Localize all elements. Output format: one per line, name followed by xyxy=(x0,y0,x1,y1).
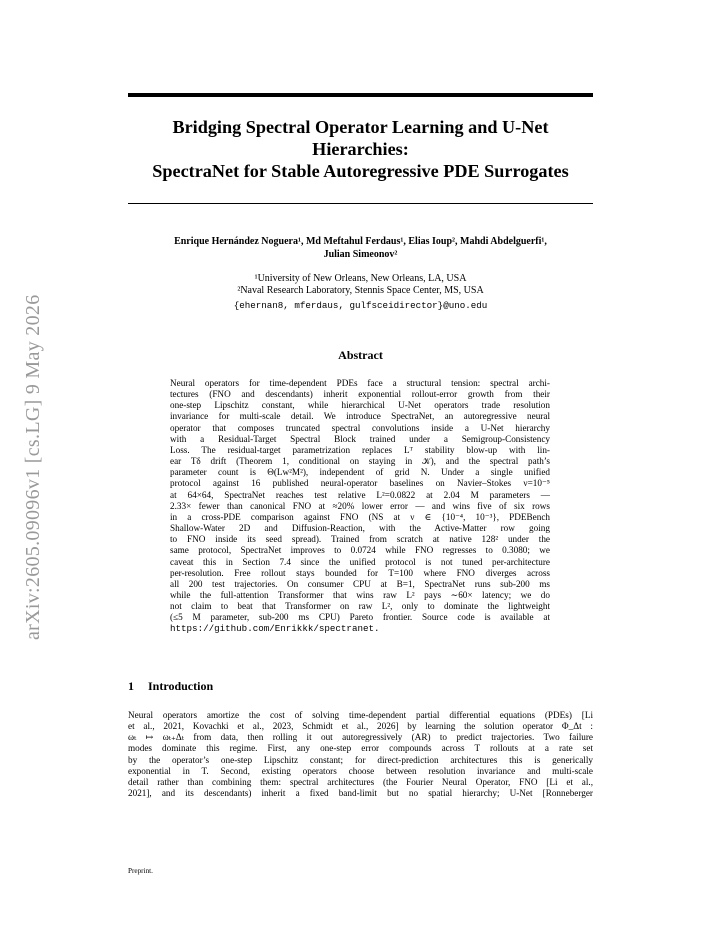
section-heading xyxy=(128,679,213,694)
abstract-line: operator that composes truncated spectral convolutions inside a U-Net hierarchy xyxy=(170,422,550,433)
intro-line: et al., 2021, Kovachki et al., 2023, Schmidt et al., 2026] by learning the solution operator Φ_Δt : xyxy=(128,721,593,732)
introduction-body xyxy=(128,710,593,799)
abstract-line: protocol against 16 published neural-operator baselines on Navier–Stokes ν=10⁻⁵ xyxy=(170,478,550,489)
authors-line-1: Enrique Hernández Noguera¹, Md Meftahul Ferdaus¹, Elias Ioup², Mahdi Abdelguerfi¹, xyxy=(174,236,547,247)
abstract-line: parameter count is Θ(Lw²M²), independent of grid N. Under a single unified xyxy=(170,467,550,478)
intro-line: Neural operators amortize the cost of solving time-dependent partial differential equations (PDEs) [Li xyxy=(128,710,593,720)
affiliations xyxy=(128,273,593,312)
abstract-line: Shallow-Water 2D and Diffusion-Reaction, with the Active-Matter row going xyxy=(170,523,550,534)
abstract-line: Neural operators for time-dependent PDEs face a structural tension: spectral archi- xyxy=(170,378,550,388)
author-emails: {ehernan8, mferdaus, gulfsceidirector}@uno.edu xyxy=(233,299,488,311)
intro-line: exponential in T. Second, existing operators choose between resolution invariance and multi-scale xyxy=(128,765,593,776)
abstract-line: Loss. The residual-target parametrization replaces Lᵀ stability blow-up with lin- xyxy=(170,444,550,455)
abstract-line: to FNO inside its seed spread). Trained from scratch at native 128² under the xyxy=(170,534,550,545)
intro-line: detail rather than combining them: spectral architectures (the Fourier Neural Operator, FNO [Li et al., xyxy=(128,776,593,787)
intro-line: ωₜ ↦ ωₜ₊Δₜ from data, then rolling it out autoregressively (AR) to predict trajectories. Two failure xyxy=(128,732,593,743)
title-line-1: Bridging Spectral Operator Learning and U-Net xyxy=(172,117,549,137)
abstract-line: tectures (FNO and descendants) inherit exponential rollout-error growth from their xyxy=(170,389,550,400)
abstract-line: caveat this in Section 7.4 since the unified protocol is not tuned per-architecture xyxy=(170,556,550,567)
abstract-body xyxy=(170,378,550,635)
intro-line: by the operator’s one-step Lipschitz constant; for direct-prediction architectures this is generically xyxy=(128,754,593,765)
abstract-line: all 200 test trajectories. On consumer CPU at B=1, SpectraNet runs sub-200 ms xyxy=(170,578,550,589)
abstract-line: one-step Lipschitz constant, while hierarchical U-Net operators trade resolution xyxy=(170,400,550,411)
intro-line: modes dominate this regime. First, any one-step error compounds across T rollouts at a rate set xyxy=(128,743,593,754)
abstract-line: per-resolution. Free rollout stays bounded for T=100 where FNO diverges across xyxy=(170,567,550,578)
abstract-line: not claim to beat that Transformer on raw L², only to dominate the lightweight xyxy=(170,601,550,612)
affiliation-2: ²Naval Research Laboratory, Stennis Space Center, MS, USA xyxy=(237,285,484,297)
abstract-line: with a Residual-Target Spectral Block trained under a Semigroup-Consistency xyxy=(170,433,550,444)
preprint-footnote: Preprint. xyxy=(128,867,153,875)
abstract-line: in a cross-PDE comparison against FNO (NS at ν ∈ {10⁻⁴, 10⁻³}, PDEBench xyxy=(170,511,550,522)
title-line-3: SpectraNet for Stable Autoregressive PDE Surrogates xyxy=(152,161,569,181)
author-list xyxy=(128,236,593,261)
source-code-link[interactable]: https://github.com/Enrikkk/spectranet. xyxy=(170,623,380,635)
abstract-line: while the full-attention Transformer that wins raw L² pays ∼60× latency; we do xyxy=(170,589,550,600)
authors-line-2: Julian Simeonov² xyxy=(323,248,398,260)
arxiv-identifier-stamp: arXiv:2605.09096v1 [cs.LG] 9 May 2026 xyxy=(22,294,44,640)
title-top-rule xyxy=(128,93,593,97)
abstract-line: (≤5 M parameter, sub-200 ms CPU) Pareto frontier. Source code is available at xyxy=(170,612,550,623)
abstract-line: ear Tδ drift (Theorem 1, conditional on staying in 𝒦), and the spectral path’s xyxy=(170,456,550,467)
section-number: 1 xyxy=(128,679,134,693)
abstract-line: same protocol, SpectraNet improves to 0.0724 while FNO regresses to 0.3080; we xyxy=(170,545,550,556)
abstract-line: 2.33× fewer than canonical FNO at ≈20% lower error — and wins five of six rows xyxy=(170,500,550,511)
title-bottom-rule xyxy=(128,203,593,204)
affiliation-1: ¹University of New Orleans, New Orleans, LA, USA xyxy=(254,273,467,284)
abstract-line: at 64×64, SpectraNet reaches test relative L²=0.0822 at 2.04 M parameters — xyxy=(170,489,550,500)
paper-title xyxy=(128,116,593,182)
section-title: Introduction xyxy=(148,679,214,693)
abstract-line: invariance for multi-scale detail. We introduce SpectraNet, an autoregressive neural xyxy=(170,411,550,422)
intro-line: 2021], and its descendants) inherit a fixed band-limit but no spatial hierarchy; U-Net [Ronneberger xyxy=(128,788,593,799)
abstract-heading: Abstract xyxy=(338,348,383,362)
title-line-2: Hierarchies: xyxy=(312,139,409,159)
